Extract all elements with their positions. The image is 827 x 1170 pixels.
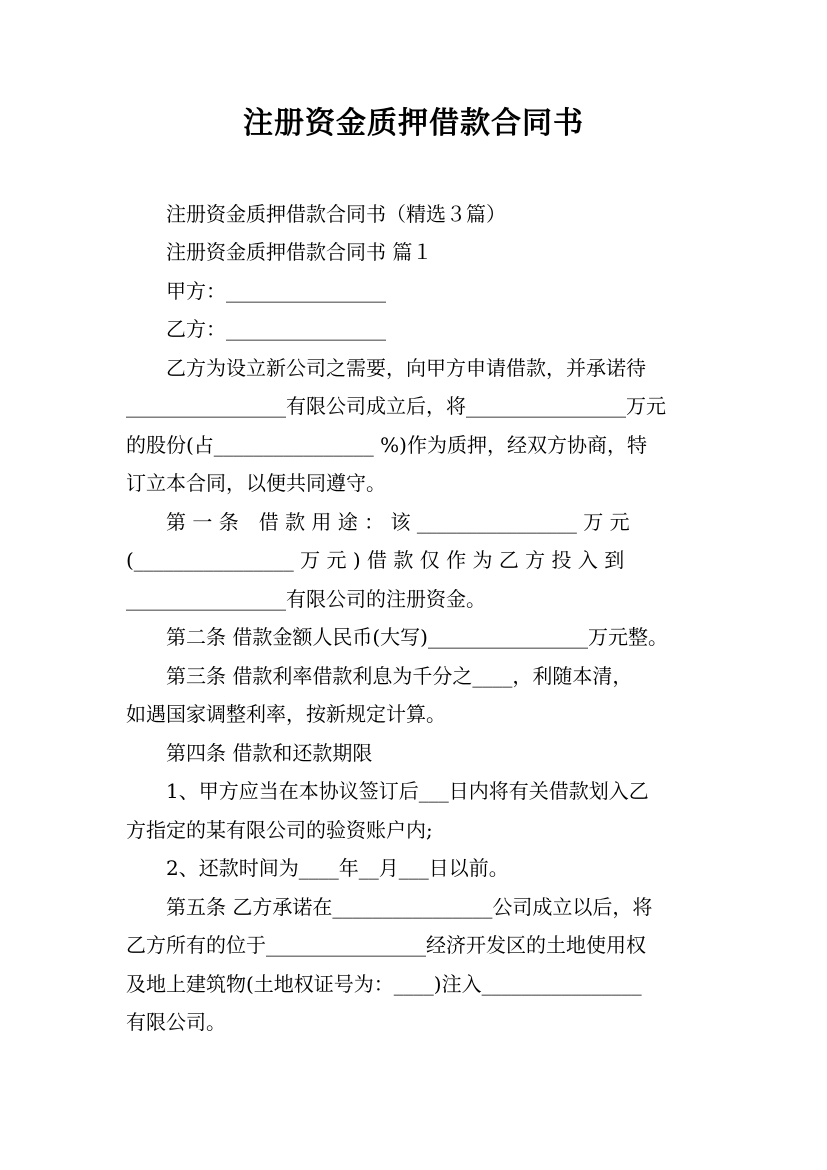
article-2-line: 第二条 借款金额人民币(大写)________________万元整。 <box>126 625 668 649</box>
article-1-line: 第 一 条 借 款 用 途 ： 该 ________________ 万 元 <box>126 510 630 534</box>
article-5-line: 有限公司。 <box>126 1010 226 1034</box>
section-heading: 注册资金质押借款合同书 篇１ <box>126 240 433 264</box>
subtitle-line: 注册资金质押借款合同书（精选３篇） <box>126 202 506 226</box>
article-5-line: 及地上建筑物(土地权证号为：____)注入________________ <box>126 972 642 996</box>
article-5-line: 第五条 乙方承诺在________________公司成立以后，将 <box>126 895 653 919</box>
text-line: ________________有限公司成立后，将________________万元 <box>126 394 666 418</box>
document-title: 注册资金质押借款合同书 <box>243 106 584 141</box>
article-4-item: 1、甲方应当在本协议签订后___日内将有关借款划入乙 <box>126 779 649 803</box>
party-a-line: 甲方：________________ <box>126 279 386 303</box>
text-line: 订立本合同，以便共同遵守。 <box>126 471 386 495</box>
text-line: 乙方为设立新公司之需要，向甲方申请借款，并承诺待 <box>126 356 646 380</box>
article-3-line: 如遇国家调整利率，按新规定计算。 <box>126 702 446 726</box>
article-4-heading: 第四条 借款和还款期限 <box>126 741 373 765</box>
party-b-line: 乙方：________________ <box>126 317 386 341</box>
article-3-line: 第三条 借款利率借款利息为千分之____，利随本清， <box>126 664 633 688</box>
article-4-item: 方指定的某有限公司的验资账户内; <box>126 818 433 842</box>
article-1-line: ________________有限公司的注册资金。 <box>126 587 486 611</box>
text-line: 的股份(占________________ %)作为质押，经双方协商，特 <box>126 433 647 457</box>
article-5-line: 乙方所有的位于________________经济开发区的土地使用权 <box>126 933 646 957</box>
article-1-line: (________________ 万 元 ) 借 款 仅 作 为 乙 方 投 入 到 <box>126 548 625 572</box>
article-4-item: 2、还款时间为____年__月___日以前。 <box>126 856 509 880</box>
